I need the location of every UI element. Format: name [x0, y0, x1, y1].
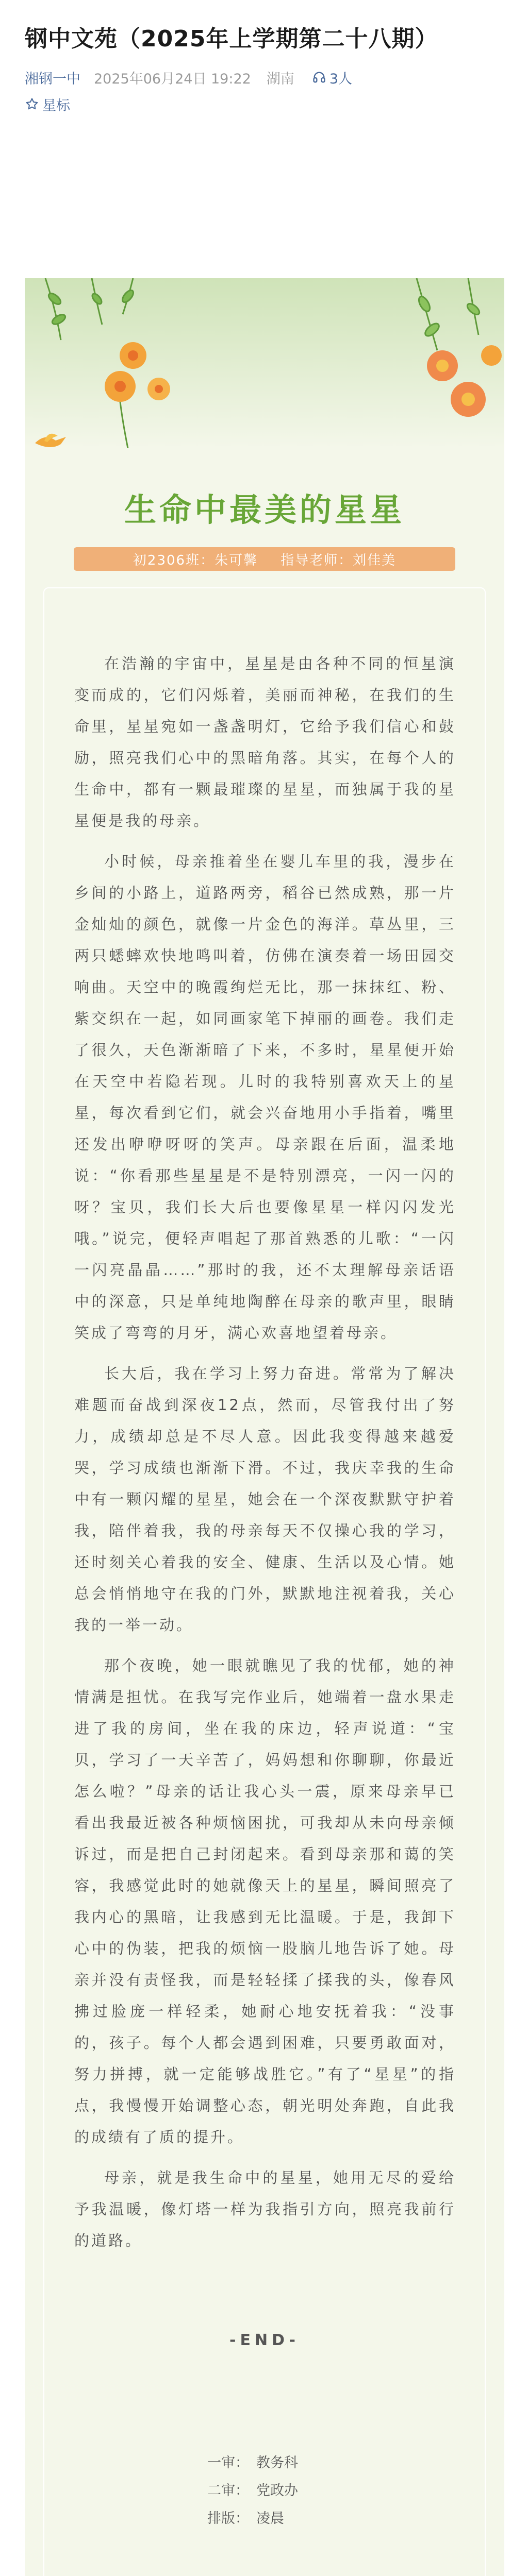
article-meta: [25, 67, 504, 88]
essay-paragraph: 那个夜晚，她一眼就瞧见了我的忧郁，她的神情满是担忧。在我写完作业后，她端着一盘水果走进了我的房间，坐在我的床边，轻声说道：“宝贝，学习了一天辛苦了，妈妈想和你聊聊，你最近怎么啦？”母亲的话让我心头一震，原来母亲早已看出我最近被各种烦恼困扰，可我却从未向母亲倾诉过，而是把自己封闭起来。看到母亲那和蔼的笑容，我感觉此时的她就像天上的星星，瞬间照亮了我内心的黑暗，让我感到无比温暖。于是，我卸下心中的伪装，把我的烦恼一股脑儿地告诉了她。母亲并没有责怪我，而是轻轻揉了揉我的头，像春风拂过脸庞一样轻柔，她耐心地安抚着我：“没事的，孩子。每个人都会遇到困难，只要勇敢面对，努力拼搏，就一定能够战胜它。”有了“星星”的指点，我慢慢开始调整心态，朝光明处奔跑，自此我的成绩有了质的提升。: [74, 1657, 456, 2146]
essay-paragraph: 小时候，母亲推着坐在婴儿车里的我，漫步在乡间的小路上，道路两旁，稻谷已然成熟，那一片金灿灿的颜色，就像一片金色的海洋。草丛里，三两只蟋蟀欢快地鸣叫着，仿佛在演奏着一场田园交响曲。天空中的晚霞绚烂无比，那一抹抹红、粉、紫交织在一起，如同画家笔下掉丽的画卷。我们走了很久，天色渐渐暗了下来，不多时，星星便开始在天空中若隐若现。儿时的我特别喜欢天上的星星，每次看到它们，就会兴奋地用小手指着，嘴里还发出咿咿呀呀的笑声。母亲跟在后面，温柔地说：“你看那些星星是不是特别漂亮，一闪一闪的呀？宝贝，我们长大后也要像星星一样闪闪发光哦。”说完，便轻声唱起了那首熟悉的儿歌：“一闪一闪亮晶晶……”那时的我，还不太理解母亲话语中的深意，只是单纯地陶醉在母亲的歌声里，眼睛笑成了弯弯的月牙，满心欢喜地望着母亲。: [74, 853, 456, 1342]
credit-value: 凌晨: [256, 2510, 284, 2527]
essay-paragraph: 长大后，我在学习上努力奋进。常常为了解决难题而奋战到深夜12点，然而，尽管我付出了努力，成绩却总是不尽人意。因此我变得越来越爱哭，学习成绩也渐渐下滑。不过，我庆幸我的生命中有一颗闪耀的星星，她会在一个深夜默默守护着我，陪伴着我，我的母亲每天不仅操心我的学习，还时刻关心着我的安全、健康、生活以及心情。她总会悄悄地守在我的门外，默默地注视着我，关心我的一举一动。: [74, 1365, 456, 1634]
star-label: 星标: [42, 97, 70, 114]
star-button[interactable]: [25, 94, 504, 114]
essay-paragraph: 在浩瀚的宇宙中，星星是由各种不同的恒星演变而成的，它们闪烁着，美丽而神秘，在我们的生命里，星星宛如一盏盏明灯，它给予我们信心和鼓励，照亮我们心中的黑暗角落。其实，在每个人的生命中，都有一颗最璀璨的星星，而独属于我的星星便是我的母亲。: [74, 655, 456, 829]
credit-value: 教务科: [256, 2454, 298, 2471]
headphone-icon: [312, 70, 326, 84]
essay-card: [25, 278, 504, 2576]
credit-key: 一审：: [207, 2454, 249, 2471]
article-header: [25, 23, 504, 114]
end-mark: -END-: [229, 2331, 300, 2349]
essay-body: [74, 648, 456, 2266]
essay-paragraph: 母亲，就是我生命中的星星，她用无尽的爱给予我温暖，像灯塔一样为我指引方向，照亮我前行的道路。: [74, 2169, 456, 2249]
essay-byline: [74, 547, 455, 571]
essay-title: 生命中最美的星星: [124, 491, 405, 529]
decorative-banner: [25, 278, 504, 448]
credit-key: 排版：: [207, 2510, 249, 2527]
credit-value: 党政办: [256, 2482, 298, 2499]
listen-button[interactable]: [312, 67, 352, 88]
publish-date: 2025年06月24日 19:22: [94, 71, 251, 87]
credit-row: [25, 2503, 504, 2531]
publish-location: 湖南: [266, 71, 294, 87]
advisor: 指导老师：刘佳美: [280, 552, 397, 568]
account-name-link[interactable]: 湘钢一中: [25, 71, 80, 87]
credit-row: [25, 2447, 504, 2475]
author-class: 初2306班：朱可馨: [133, 552, 258, 568]
listener-count: 3人: [329, 71, 353, 87]
article-title: 钢中文苑（2025年上学期第二十八期）: [25, 26, 438, 52]
star-outline-icon: [25, 97, 39, 111]
credit-row: [25, 2475, 504, 2503]
credits: [25, 2447, 504, 2531]
credit-key: 二审：: [207, 2482, 249, 2499]
